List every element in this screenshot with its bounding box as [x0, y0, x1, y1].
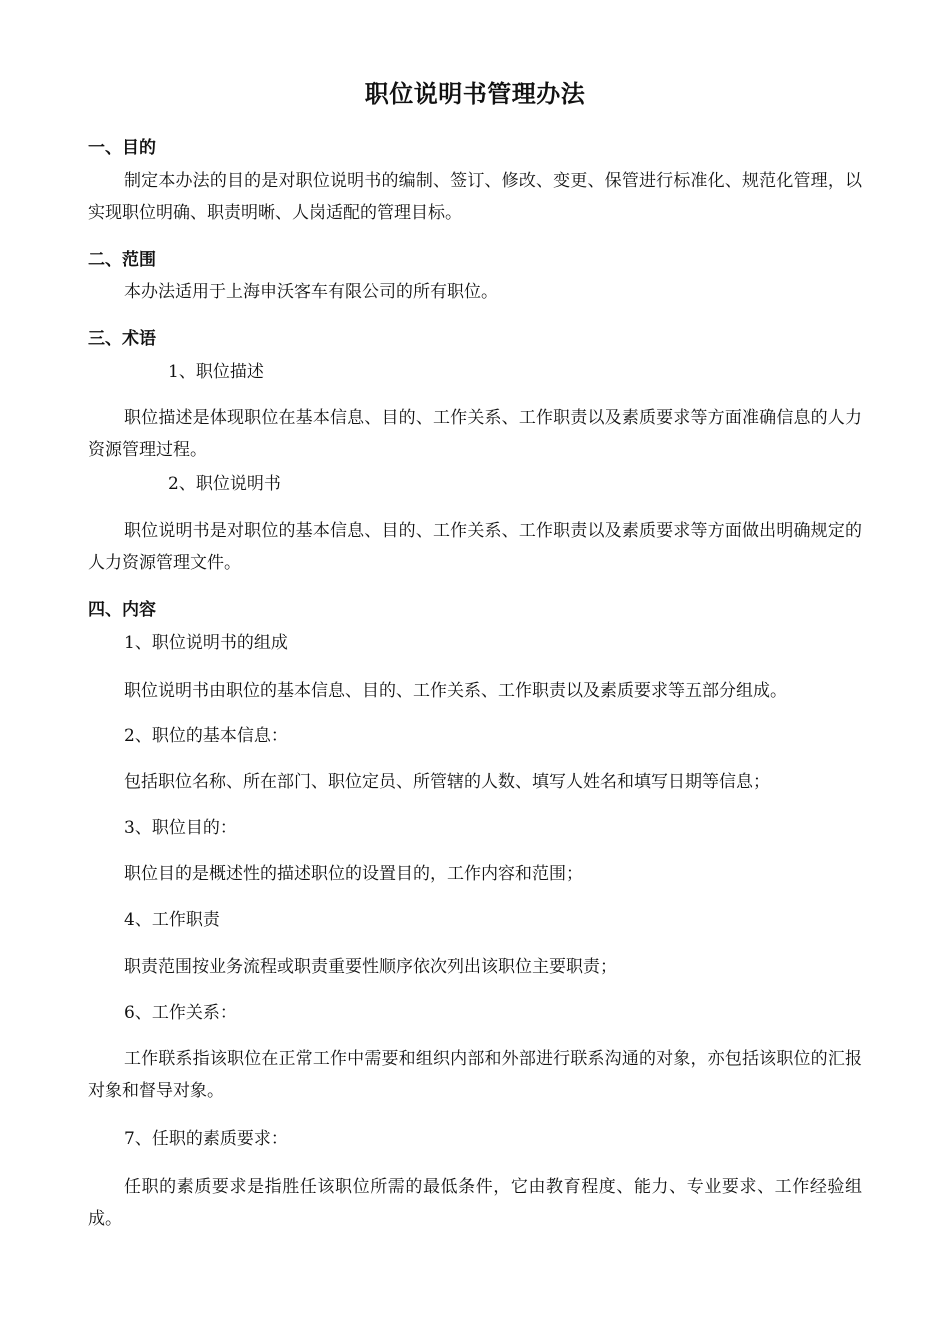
- content-3-title: 3、职位目的：: [124, 818, 237, 838]
- content-6-paragraph: 工作联系指该职位在正常工作中需要和组织内部和外部进行联系沟通的对象，亦包括该职位的汇报对象和督导对象。: [88, 1049, 862, 1101]
- content-1-title: 1、职位说明书的组成: [124, 633, 288, 653]
- section-heading-content: 四、内容: [88, 600, 156, 620]
- content-2-title: 2、职位的基本信息：: [124, 726, 288, 746]
- term-2-title: 2、职位说明书: [168, 474, 281, 494]
- content-6-title: 6、工作关系：: [124, 1003, 237, 1023]
- content-7-title: 7、任职的素质要求：: [124, 1129, 288, 1149]
- content-4-title: 4、工作职责: [124, 910, 220, 930]
- document-title: 职位说明书管理办法: [364, 80, 586, 108]
- content-3-text: 职位目的是概述性的描述职位的设置目的，工作内容和范围；: [124, 864, 583, 884]
- content-7-paragraph: 任职的素质要求是指胜任该职位所需的最低条件，它由教育程度、能力、专业要求、工作经验组成。: [88, 1177, 862, 1229]
- term-1-title: 1、职位描述: [168, 362, 264, 382]
- section-heading-terms: 三、术语: [88, 329, 156, 349]
- scope-paragraph: 本办法适用于上海申沃客车有限公司的所有职位。: [124, 282, 498, 302]
- term-2-paragraph: 职位说明书是对职位的基本信息、目的、工作关系、工作职责以及素质要求等方面做出明确规定的人力资源管理文件。: [88, 521, 862, 573]
- purpose-paragraph: 制定本办法的目的是对职位说明书的编制、签订、修改、变更、保管进行标准化、规范化管理，以实现职位明确、职责明晰、人岗适配的管理目标。: [88, 171, 862, 223]
- content-4-text: 职责范围按业务流程或职责重要性顺序依次列出该职位主要职责；: [124, 957, 617, 977]
- content-1-text: 职位说明书由职位的基本信息、目的、工作关系、工作职责以及素质要求等五部分组成。: [124, 681, 787, 701]
- section-heading-scope: 二、范围: [88, 250, 156, 270]
- term-1-paragraph: 职位描述是体现职位在基本信息、目的、工作关系、工作职责以及素质要求等方面准确信息的人力资源管理过程。: [88, 408, 862, 460]
- section-heading-purpose: 一、目的: [88, 138, 156, 158]
- content-2-text: 包括职位名称、所在部门、职位定员、所管辖的人数、填写人姓名和填写日期等信息；: [124, 772, 770, 792]
